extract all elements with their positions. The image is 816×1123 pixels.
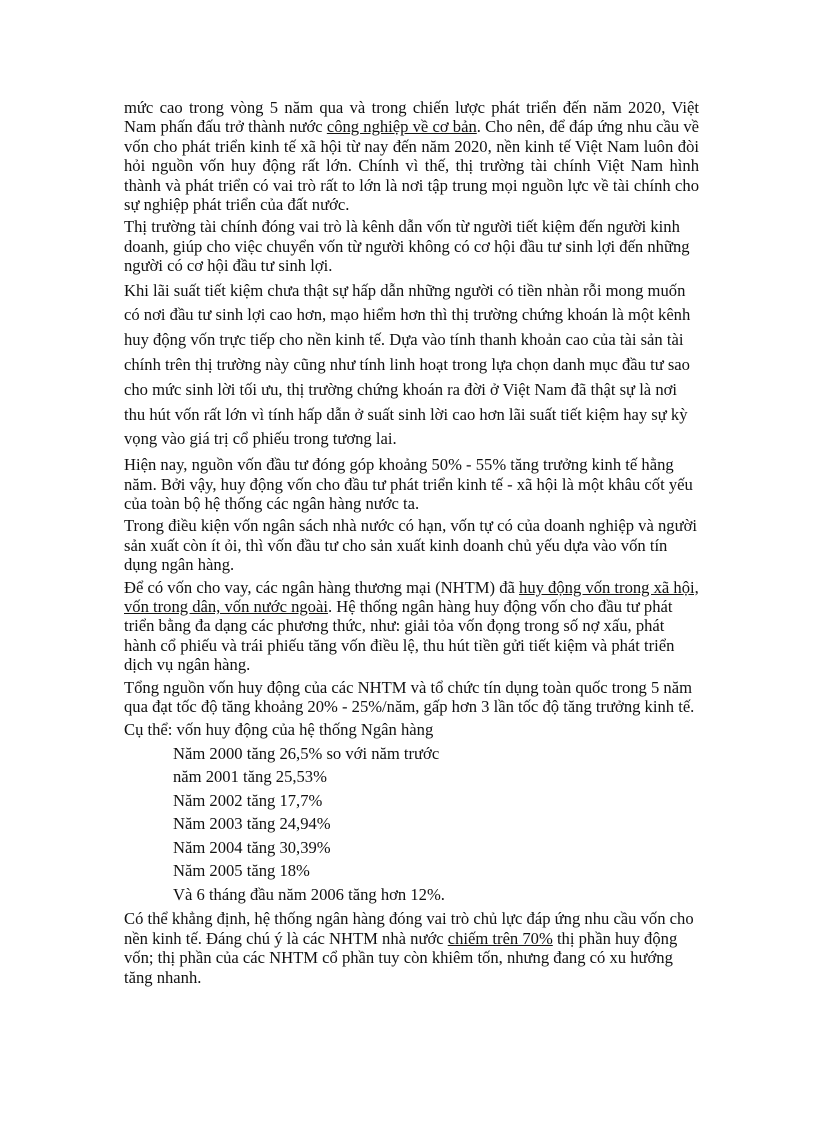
list-item: Và 6 tháng đầu năm 2006 tăng hơn 12%. [173,884,445,904]
p6-text-b: . Hệ thống ngân hàng huy động vốn cho đầu tư phát triển bằng đa dạng các phương thức, như: giải tỏa vốn đọng trong số nợ xấu, phát hành cổ phiếu và trái phiếu tăng vốn điều lệ, thu hút tiền gửi tiết kiệm và phát triển dịch vụ ngân hàng. [124,597,675,675]
list-item: Năm 2004 tăng 30,39% [173,837,331,857]
paragraph-3: Khi lãi suất tiết kiệm chưa thật sự hấp dẫn những người có tiền nhàn rỗi mong muốn có nơi đầu tư sinh lợi cao hơn, mạo hiểm hơn thì thị trường chứng khoán là một kênh huy động vốn trực tiếp cho nền kinh tế. Dựa vào tính thanh khoản cao của tài sản tài chính trên thị trường này cũng như tính linh hoạt trong lựa chọn danh mục đầu tư sao cho mức sinh lời tối ưu, thị trường chứng khoán ra đời ở Việt Nam đã thật sự là nơi thu hút vốn rất lớn vì tính hấp dẫn ở suất sinh lời cao hơn lãi suất tiết kiệm hay sự kỳ vọng vào giá trị cổ phiếu trong tương lai. [124,280,691,449]
document-page [124,98,699,990]
link-chiem-tren[interactable]: chiếm trên 70% [447,928,553,948]
list-item: Năm 2005 tăng 18% [173,861,310,881]
p1-text-a: mức cao trong vòng 5 năm qua và trong chiến lược phát triển đến năm 2020, Việt Nam phấn đấu trở thành nước [124,98,699,137]
paragraph-2: Thị trường tài chính đóng vai trò là kênh dẫn vốn từ người tiết kiệm đến người kinh doanh, giúp cho việc chuyển vốn từ người không có cơ hội đầu tư sinh lợi đến những người có cơ hội đầu tư sinh lợi. [124,217,690,276]
link-cong-nghiep[interactable]: công nghiệp về cơ bản [326,117,477,137]
list-item: Năm 2002 tăng 17,7% [173,790,323,810]
growth-list [124,742,699,907]
p9-text-a: Có thể khẳng định, hệ thống ngân hàng đóng vai trò chủ lực đáp ứng nhu cầu vốn cho nền kinh tế. Đáng chú ý là các NHTM nhà nước [124,909,694,948]
list-item: năm 2001 tăng 25,53% [173,767,327,787]
paragraph-8: Cụ thể: vốn huy động của hệ thống Ngân hàng [124,719,434,739]
p9-text-b: thị phần huy động vốn; thị phần của các NHTM cổ phần tuy còn khiêm tốn, nhưng đang có xu hướng tăng nhanh. [124,928,678,987]
paragraph-7: Tổng nguồn vốn huy động của các NHTM và tổ chức tín dụng toàn quốc trong 5 năm qua đạt tốc độ tăng khoảng 20% - 25%/năm, gấp hơn 3 lần tốc độ tăng trưởng kinh tế. [124,677,695,717]
paragraph-5: Trong điều kiện vốn ngân sách nhà nước có hạn, vốn tự có của doanh nghiệp và người sản xuất còn ít ỏi, thì vốn đầu tư cho sản xuất kinh doanh chủ yếu dựa vào vốn tín dụng ngân hàng. [124,516,697,575]
p1-text-b: . Cho nên, để đáp ứng nhu cầu về vốn cho phát triển kinh tế xã hội từ nay đến năm 2020, nền kinh tế Việt Nam luôn đòi hỏi nguồn vốn huy động rất lớn. Chính vì thế, thị trường tài chính Việt Nam hình thành và phát triển có vai trò rất to lớn là nơi tập trung mọi nguồn lực về tài chính cho sự nghiệp phát triển của đất nước. [124,117,699,215]
list-item: Năm 2000 tăng 26,5% so với năm trước [173,743,440,763]
paragraph-4: Hiện nay, nguồn vốn đầu tư đóng góp khoảng 50% - 55% tăng trưởng kinh tế hằng năm. Bởi vậy, huy động vốn cho đầu tư phát triển kinh tế - xã hội là một khâu cốt yếu của toàn bộ hệ thống các ngân hàng nước ta. [124,455,693,514]
list-item: Năm 2003 tăng 24,94% [173,814,331,834]
paragraph-9 [124,909,699,987]
link-huy-dong-von[interactable]: huy động vốn trong xã hội, vốn trong dân, vốn nước ngoài [124,577,699,617]
paragraph-1 [124,98,699,214]
paragraph-6 [124,578,699,675]
p6-text-a: Để có vốn cho vay, các ngân hàng thương mại (NHTM) đã [124,577,520,597]
